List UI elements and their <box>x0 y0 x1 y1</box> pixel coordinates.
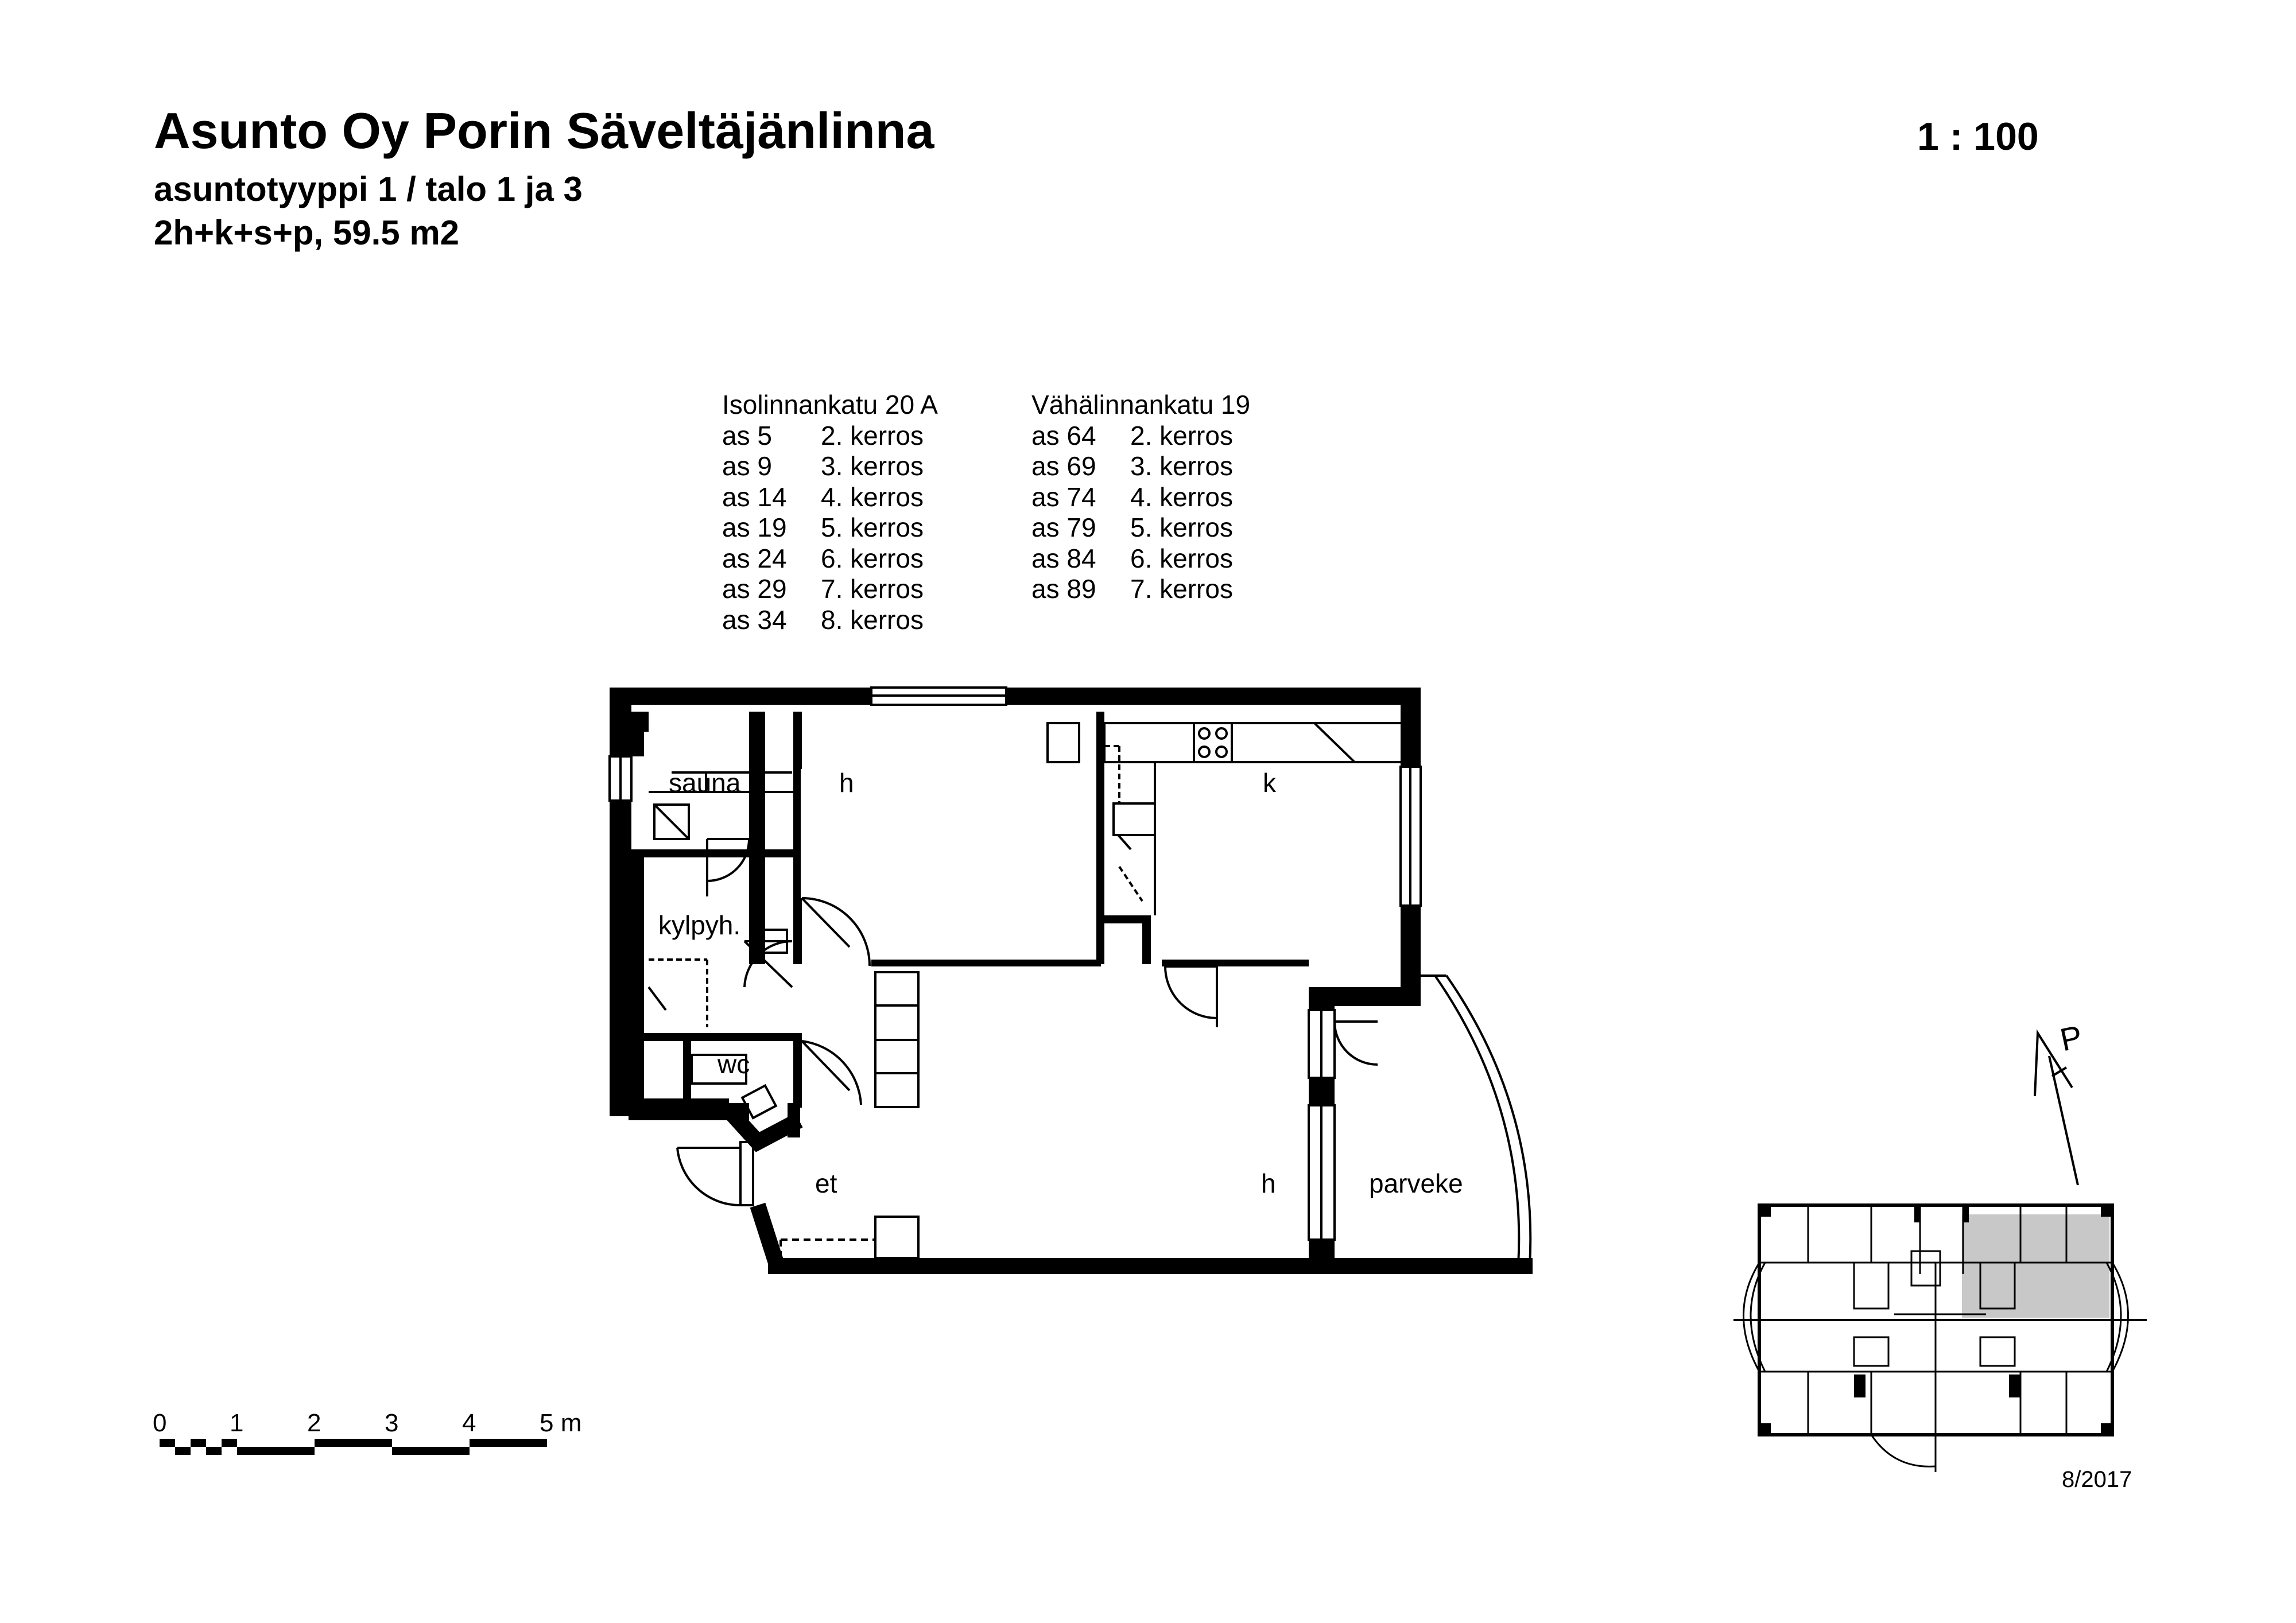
scale-label: 2 <box>307 1409 321 1437</box>
key-plan <box>1733 1205 2147 1472</box>
unit-row: as 64 2. kerros <box>1031 420 1233 451</box>
unit-row: as 79 5. kerros <box>1031 512 1233 542</box>
scale-bar <box>153 1409 581 1455</box>
unit-row: as 5 2. kerros <box>722 420 924 451</box>
unit-row: as 69 3. kerros <box>1031 451 1233 481</box>
north-label: P <box>2057 1018 2086 1058</box>
room-label-sauna: sauna <box>669 768 741 798</box>
scale-label: 5 m <box>540 1409 582 1437</box>
unit-row: as 19 5. kerros <box>722 512 924 542</box>
address-street: Isolinnankatu 20 A <box>722 390 938 420</box>
unit-row: as 74 4. kerros <box>1031 482 1233 512</box>
scale-label: 4 <box>462 1409 476 1437</box>
scale-label: 0 <box>153 1409 167 1437</box>
scale-label: 3 <box>385 1409 399 1437</box>
unit-row: as 89 7. kerros <box>1031 574 1233 604</box>
unit-row: as 29 7. kerros <box>722 574 924 604</box>
room-label-balcony: parveke <box>1369 1168 1463 1198</box>
unit-row: as 14 4. kerros <box>722 482 924 512</box>
unit-row: as 24 6. kerros <box>722 543 924 573</box>
room-label-wc: wc <box>718 1049 750 1079</box>
drawing-date: 8/2017 <box>2062 1467 2132 1492</box>
apartment-type: asuntotyyppi 1 / talo 1 ja 3 <box>154 170 583 208</box>
room-label-kitchen: k <box>1263 768 1276 798</box>
unit-row: as 9 3. kerros <box>722 451 924 481</box>
unit-row: as 34 8. kerros <box>722 604 924 635</box>
room-label-hall: et <box>815 1168 837 1198</box>
apartment-size: 2h+k+s+p, 59.5 m2 <box>154 213 460 252</box>
unit-row: as 84 6. kerros <box>1031 543 1233 573</box>
room-label-bedroom: h <box>839 768 854 798</box>
scale-label: 1 <box>230 1409 244 1437</box>
room-label-living: h <box>1261 1168 1276 1198</box>
plan-title: Asunto Oy Porin Säveltäjänlinna <box>154 102 934 159</box>
address-street: Vähälinnankatu 19 <box>1031 390 1251 420</box>
room-label-bathroom: kylpyh. <box>658 910 741 940</box>
scale-ratio: 1 : 100 <box>1917 115 2039 158</box>
